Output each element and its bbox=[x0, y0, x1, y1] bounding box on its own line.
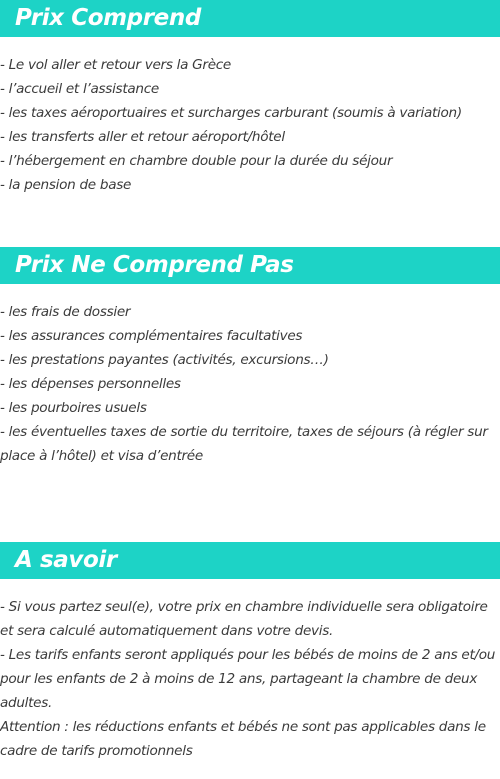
list-item: - les frais de dossier bbox=[0, 304, 131, 320]
section-title-prix-comprend: Prix Comprend bbox=[0, 0, 500, 37]
list-item: - les taxes aéroportuaires et surcharges carburant (soumis à variation) bbox=[0, 105, 462, 121]
list-item: - Si vous partez seul(e), votre prix en chambre individuelle sera obligatoire et sera calculé automatiquement dans votre devis. bbox=[0, 599, 488, 639]
list-item: - Le vol aller et retour vers la Grèce bbox=[0, 57, 231, 73]
list-item: - la pension de base bbox=[0, 177, 132, 193]
list-item: - les dépenses personnelles bbox=[0, 376, 181, 392]
list-item: - Les tarifs enfants seront appliqués pour les bébés de moins de 2 ans et/ou pour les enfants de 2 à moins de 12 ans, partageant la chambre de deux adultes. bbox=[0, 647, 496, 711]
list-item: - les pourboires usuels bbox=[0, 400, 147, 416]
section-title-a-savoir: A savoir bbox=[0, 542, 500, 579]
list-item: - l’accueil et l’assistance bbox=[0, 81, 159, 97]
list-item: - les prestations payantes (activités, excursions…) bbox=[0, 352, 329, 368]
section-title-prix-ne-comprend-pas: Prix Ne Comprend Pas bbox=[0, 247, 500, 284]
included-list bbox=[0, 53, 500, 197]
list-item: Attention : les réductions enfants et bébés ne sont pas applicables dans le cadre de tarifs promotionnels bbox=[0, 719, 486, 759]
list-item: - les assurances complémentaires facultatives bbox=[0, 328, 303, 344]
good-to-know-list bbox=[0, 595, 500, 763]
list-item: - l’hébergement en chambre double pour la durée du séjour bbox=[0, 153, 393, 169]
list-item: - les transferts aller et retour aéroport/hôtel bbox=[0, 129, 285, 145]
list-item: - les éventuelles taxes de sortie du territoire, taxes de séjours (à régler sur place à l’hôtel) et visa d’entrée bbox=[0, 424, 488, 464]
not-included-list bbox=[0, 300, 500, 468]
